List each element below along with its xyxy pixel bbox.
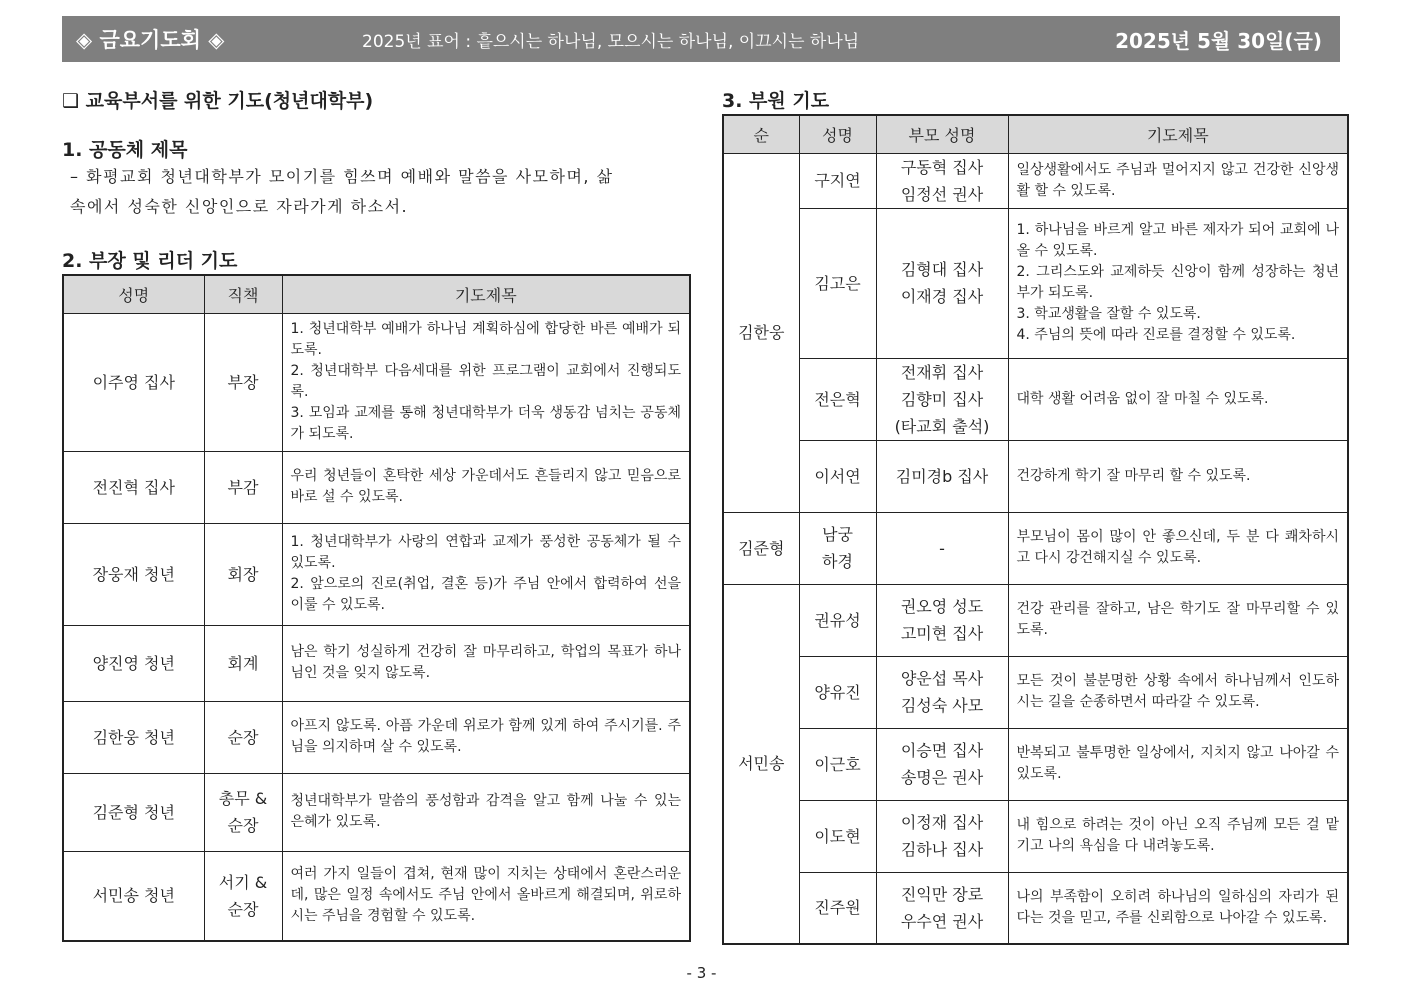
member-row: [723, 800, 1348, 872]
member-name: 진주원: [799, 872, 876, 944]
member-prayer: 대학 생활 어려움 없이 잘 마칠 수 있도록.: [1008, 358, 1348, 440]
member-row: [723, 208, 1348, 358]
member-parents: -: [876, 512, 1008, 584]
leader-role: 회장: [204, 523, 282, 625]
community-text: – 화평교회 청년대학부가 모이기를 힘쓰며 예배와 말씀을 사모하며, 삶 속에서 성숙한 신앙인으로 자라가게 하소서.: [70, 167, 614, 216]
member-parents: 양운섭 목사 김성숙 사모: [876, 656, 1008, 728]
header-date: 2025년 5월 30일(금): [1115, 28, 1322, 53]
leader-name: 장웅재 청년: [63, 523, 204, 625]
leader-prayer: 1. 청년대학부 예배가 하나님 계획하심에 합당한 바른 예배가 되도록. 2. 청년대학부 다음세대를 위한 프로그램이 교회에서 진행되도록. 3. 모임과 교제를 통해 청년대학부가 더욱 생동감 넘치는 공동체가 되도록.: [282, 313, 690, 451]
members-table: [722, 114, 1349, 945]
leader-prayer: 청년대학부가 말씀의 풍성함과 감격을 알고 함께 나눌 수 있는 은혜가 있도록.: [282, 773, 690, 851]
member-row: [723, 656, 1348, 728]
members-header-prayer: 기도제목: [1008, 115, 1348, 153]
member-row: [723, 872, 1348, 944]
member-row: [723, 512, 1348, 584]
member-parents: 구동혁 집사 임정선 권사: [876, 153, 1008, 208]
members-header-parents: 부모 성명: [876, 115, 1008, 153]
header-title: ◈ 금요기도회 ◈: [76, 28, 225, 52]
members-title: 3. 부원 기도: [722, 90, 830, 112]
member-name: 김고은: [799, 208, 876, 358]
leader-prayer: 우리 청년들이 혼탁한 세상 가운데서도 흔들리지 않고 믿음으로 바로 설 수 있도록.: [282, 451, 690, 523]
leader-row: [63, 313, 690, 451]
leader-row: [63, 851, 690, 941]
member-name: 구지연: [799, 153, 876, 208]
leaders-header-role: 직책: [204, 275, 282, 313]
member-parents: 진익만 장로 우수연 권사: [876, 872, 1008, 944]
leader-prayer: 여러 가지 일들이 겹쳐, 현재 많이 지치는 상태에서 혼란스러운데, 많은 일정 속에서도 주님 안에서 올바르게 해결되며, 위로하시는 주님을 경험할 수 있도록.: [282, 851, 690, 941]
leaders-header-prayer: 기도제목: [282, 275, 690, 313]
leader-role: 회계: [204, 625, 282, 701]
members-header-group: 순: [723, 115, 799, 153]
member-parents: 이정재 집사 김하나 집사: [876, 800, 1008, 872]
section-title: ❑ 교육부서를 위한 기도(청년대학부): [62, 90, 374, 112]
leader-prayer: 1. 청년대학부가 사랑의 연합과 교제가 풍성한 공동체가 될 수 있도록. 2. 앞으로의 진로(취업, 결혼 등)가 주님 안에서 합력하여 선을 이룰 수 있도록.: [282, 523, 690, 625]
member-prayer: 부모님이 몸이 많이 안 좋으신데, 두 분 다 쾌차하시고 다시 강건해지실 수 있도록.: [1008, 512, 1348, 584]
member-prayer: 일상생활에서도 주님과 멀어지지 않고 건강한 신앙생활 할 수 있도록.: [1008, 153, 1348, 208]
leader-role: 부감: [204, 451, 282, 523]
header-motto: 2025년 표어 : 흩으시는 하나님, 모으시는 하나님, 이끄시는 하나님: [362, 31, 860, 52]
member-prayer: 1. 하나님을 바르게 알고 바른 제자가 되어 교회에 나올 수 있도록. 2. 그리스도와 교제하듯 신앙이 함께 성장하는 청년부가 되도록. 3. 학교생활을 잘할 수 있도록. 4. 주님의 뜻에 따라 진로를 결정할 수 있도록.: [1008, 208, 1348, 358]
member-parents: 권오영 성도 고미현 집사: [876, 584, 1008, 656]
member-group-leader: 서민송: [723, 584, 799, 944]
member-name: 남궁 하경: [799, 512, 876, 584]
member-name: 이도현: [799, 800, 876, 872]
member-name: 이서연: [799, 440, 876, 512]
member-prayer: 내 힘으로 하려는 것이 아닌 오직 주님께 모든 걸 맡기고 나의 욕심을 다 내려놓도록.: [1008, 800, 1348, 872]
member-group-leader: 김한웅: [723, 153, 799, 512]
member-parents: 전재휘 집사 김향미 집사 (타교회 출석): [876, 358, 1008, 440]
leader-role: 서기 & 순장: [204, 851, 282, 941]
member-parents: 김미경b 집사: [876, 440, 1008, 512]
member-row: [723, 153, 1348, 208]
member-prayer: 건강하게 학기 잘 마무리 할 수 있도록.: [1008, 440, 1348, 512]
member-name: 이근호: [799, 728, 876, 800]
member-row: [723, 440, 1348, 512]
member-name: 양유진: [799, 656, 876, 728]
page-number: - 3 -: [686, 964, 717, 982]
leader-prayer: 남은 학기 성실하게 건강히 잘 마무리하고, 학업의 목표가 하나님인 것을 잊지 않도록.: [282, 625, 690, 701]
leaders-title: 2. 부장 및 리더 기도: [62, 250, 238, 272]
member-name: 전은혁: [799, 358, 876, 440]
leader-name: 이주영 집사: [63, 313, 204, 451]
member-parents: 김형대 집사 이재경 집사: [876, 208, 1008, 358]
member-row: [723, 584, 1348, 656]
leader-row: [63, 773, 690, 851]
leaders-table: [62, 274, 691, 942]
community-title: 1. 공동체 제목: [62, 139, 188, 161]
member-parents: 이승면 집사 송명은 권사: [876, 728, 1008, 800]
members-header-name: 성명: [799, 115, 876, 153]
page-header: [62, 16, 1340, 62]
leaders-header-name: 성명: [63, 275, 204, 313]
leader-row: [63, 523, 690, 625]
leader-role: 순장: [204, 701, 282, 773]
member-prayer: 모든 것이 불분명한 상황 속에서 하나님께서 인도하시는 길을 순종하면서 따라갈 수 있도록.: [1008, 656, 1348, 728]
member-prayer: 나의 부족함이 오히려 하나님의 일하심의 자리가 된다는 것을 믿고, 주를 신뢰함으로 나아갈 수 있도록.: [1008, 872, 1348, 944]
member-name: 권유성: [799, 584, 876, 656]
member-row: [723, 728, 1348, 800]
member-row: [723, 358, 1348, 440]
member-prayer: 건강 관리를 잘하고, 남은 학기도 잘 마무리할 수 있도록.: [1008, 584, 1348, 656]
leader-role: 총무 & 순장: [204, 773, 282, 851]
member-group-leader: 김준형: [723, 512, 799, 584]
leader-name: 전진혁 집사: [63, 451, 204, 523]
member-prayer: 반복되고 불투명한 일상에서, 지치지 않고 나아갈 수 있도록.: [1008, 728, 1348, 800]
leader-name: 김준형 청년: [63, 773, 204, 851]
leader-row: [63, 701, 690, 773]
leader-role: 부장: [204, 313, 282, 451]
leader-name: 서민송 청년: [63, 851, 204, 941]
leader-name: 김한웅 청년: [63, 701, 204, 773]
leader-row: [63, 451, 690, 523]
leader-row: [63, 625, 690, 701]
leader-name: 양진영 청년: [63, 625, 204, 701]
leader-prayer: 아프지 않도록. 아픔 가운데 위로가 함께 있게 하여 주시기를. 주님을 의지하며 살 수 있도록.: [282, 701, 690, 773]
